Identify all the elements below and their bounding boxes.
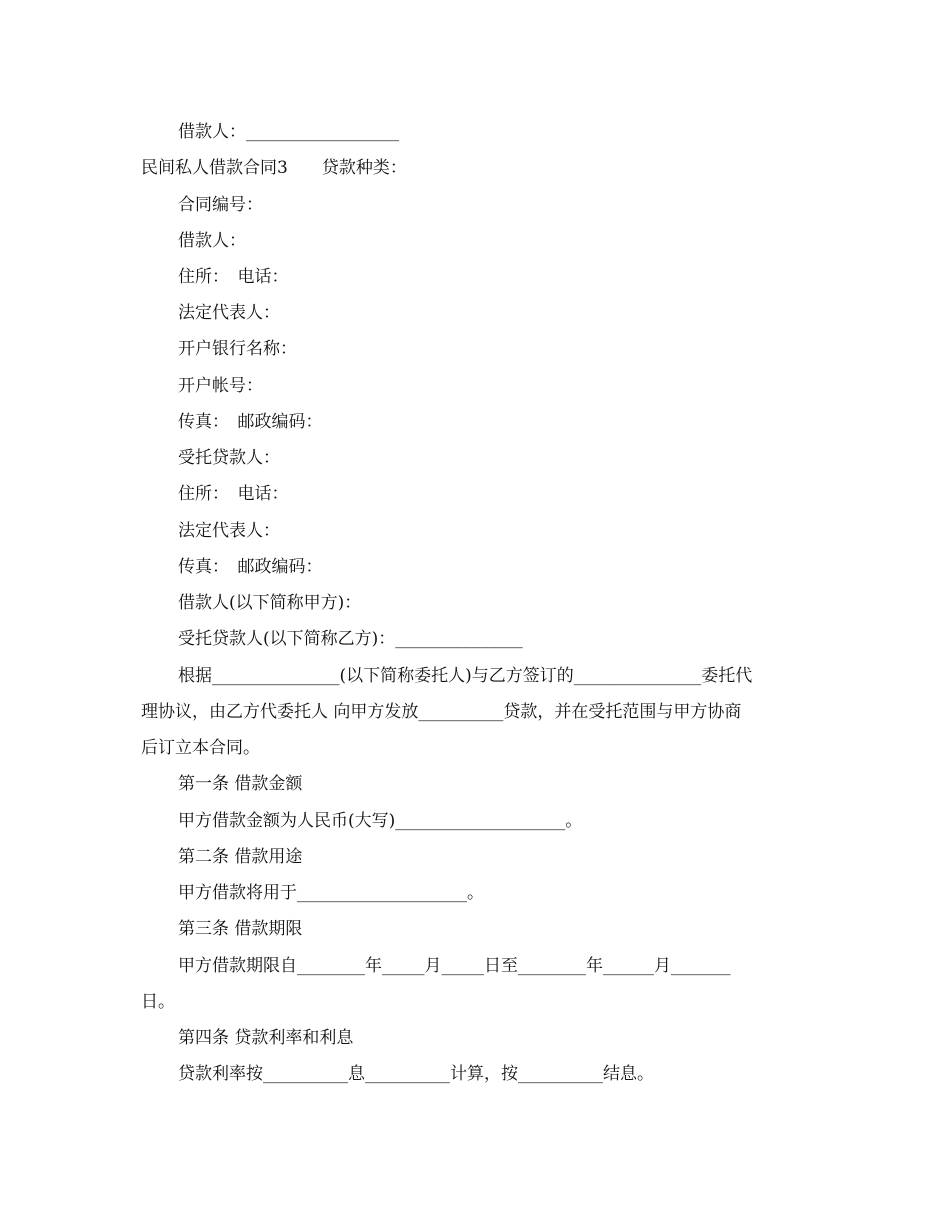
text-line: 借款人(以下简称甲方)：: [178, 593, 362, 613]
article-heading: 第一条 借款金额: [178, 774, 303, 794]
text-line: 根据_______________(以下简称委托人)与乙方签订的_______________委托代: [178, 666, 753, 686]
text-line: 传真： 邮政编码：: [178, 412, 323, 432]
text-line: 受托贷款人：: [178, 448, 280, 468]
text-line: 住所： 电话：: [178, 484, 289, 504]
article-heading: 第四条 贷款利率和利息: [178, 1028, 354, 1048]
text-line: 理协议，由乙方代委托人 向甲方发放__________贷款，并在受托范围与甲方协商: [141, 702, 742, 722]
text-line: 法定代表人：: [178, 521, 280, 541]
text-line: 甲方借款金额为人民币(大写)____________________。: [178, 811, 583, 831]
text-line: 法定代表人：: [178, 303, 280, 323]
text-line: 后订立本合同。: [141, 738, 260, 758]
text-line: 日。: [141, 992, 175, 1012]
text-line: 借款人：: [178, 231, 246, 251]
text-line: 开户帐号：: [178, 376, 263, 396]
text-line: 传真： 邮政编码：: [178, 557, 323, 577]
text-line: 受托贷款人(以下简称乙方)：_______________: [178, 629, 523, 649]
text-line: 贷款利率按__________息__________计算，按__________结息。: [178, 1064, 654, 1084]
text-line: 合同编号：: [178, 195, 263, 215]
text-line: 民间私人借款合同3 贷款种类：: [141, 158, 407, 178]
article-heading: 第二条 借款用途: [178, 847, 303, 867]
article-heading: 第三条 借款期限: [178, 919, 303, 939]
text-line: 住所： 电话：: [178, 267, 289, 287]
text-line: 借款人：__________________: [178, 122, 399, 142]
text-line: 甲方借款将用于____________________。: [178, 883, 484, 903]
text-line: 开户银行名称：: [178, 339, 297, 359]
text-line: 甲方借款期限自________年_____月_____日至________年______月_______: [178, 956, 731, 976]
